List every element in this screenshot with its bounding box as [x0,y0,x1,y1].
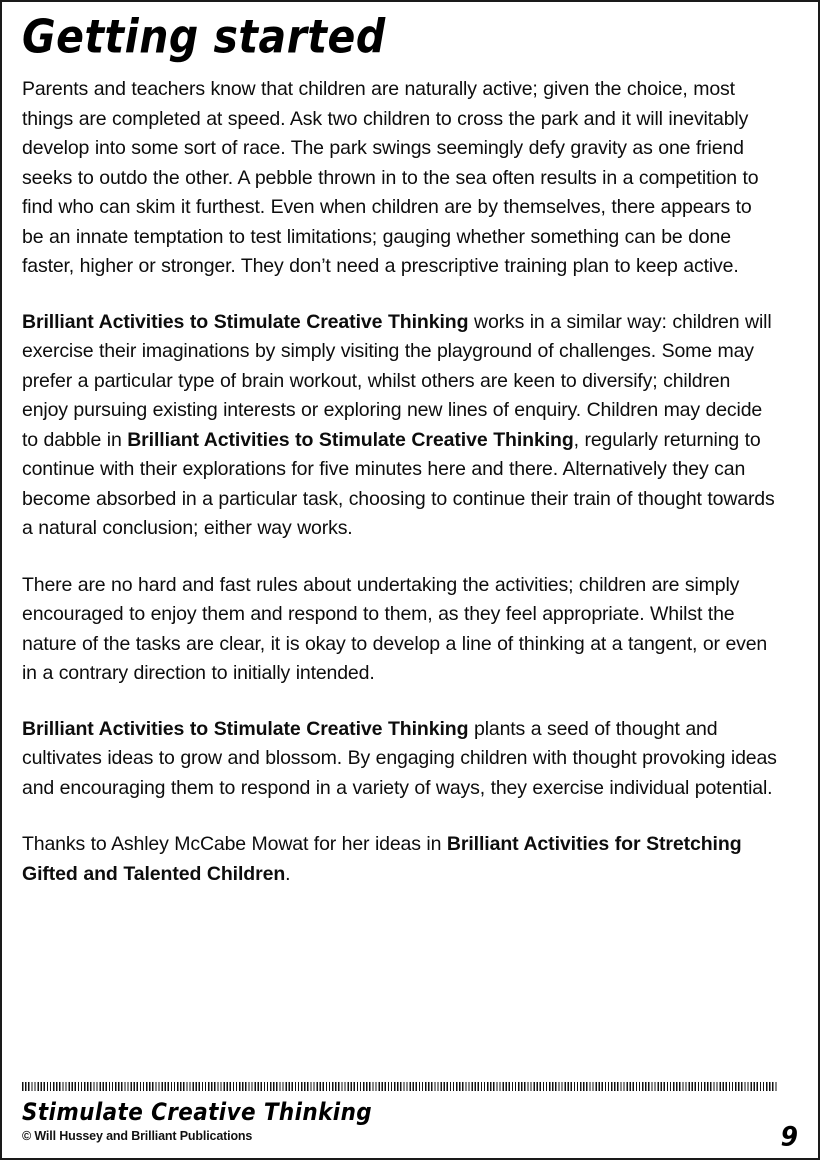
emphasis-run: Brilliant Activities to Stimulate Creative Thinking [22,717,469,740]
text-run: There are no hard and fast rules about undertaking the activities; children are simply encouraged to enjoy them and respond to them, as they feel appropriate. Whilst the nature of the tasks are clear, it is okay to develop a line of thinking at a tangent, or even in a contrary direction to initially intended. [22,573,768,685]
text-run: Parents and teachers know that children are naturally active; given the choice, most things are completed at speed. Ask two children to cross the park and it will inevitably develop into some sort of race. The park swings seemingly defy gravity as one friend seeks to outdo the other. A pebble thrown in to the sea often results in a competition to find who can skim it furthest. Even when children are by themselves, there appears to be an innate temptation to test limitations; gauging whether something can be done faster, higher or stronger. They don’t need a prescriptive training plan to keep active. [22,78,759,278]
page-content [22,9,778,889]
text-run: , regularly returning to continue with their explorations for five minutes here and there. Alternatively they can become absorbed in a particular task, choosing to continue their train of thought towards a natural conclusion; either way works. [22,428,775,540]
text-run: . [285,862,291,885]
footer-book-title: Stimulate Creative Thinking [22,1099,373,1127]
emphasis-run: Brilliant Activities to Stimulate Creative Thinking [22,310,469,333]
text-run: plants a seed of thought and cultivates ideas to grow and blossom. By engaging children with thought provoking ideas and encouraging them to respond in a variety of ways, they exercise individual potential. [22,717,777,799]
paragraph-how-it-works [22,308,778,544]
emphasis-run: Brilliant Activities to Stimulate Creative Thinking [127,428,574,451]
emphasis-run: Brilliant Activities for Stretching Gifted and Talented Children [22,833,742,885]
footer-divider-rule [22,1082,777,1091]
page-number: 9 [780,1120,798,1153]
page-footer [22,1082,778,1144]
body-copy [22,75,778,889]
footer-copyright: © Will Hussey and Brilliant Publications [22,1129,253,1143]
page-title: Getting started [22,9,386,64]
text-run: Thanks to Ashley McCabe Mowat for her ideas in [22,833,447,856]
paragraph-thanks [22,830,778,889]
paragraph-intro [22,75,778,282]
paragraph-seed-of-thought [22,715,778,804]
paragraph-no-rules [22,571,778,689]
text-run: works in a similar way: children will exercise their imaginations by simply visiting the playground of challenges. Some may prefer a particular type of brain workout, whilst others are keen to diversify; children enjoy pursuing existing interests or exploring new lines of enquiry. Children may decide to dabble in [22,310,772,451]
